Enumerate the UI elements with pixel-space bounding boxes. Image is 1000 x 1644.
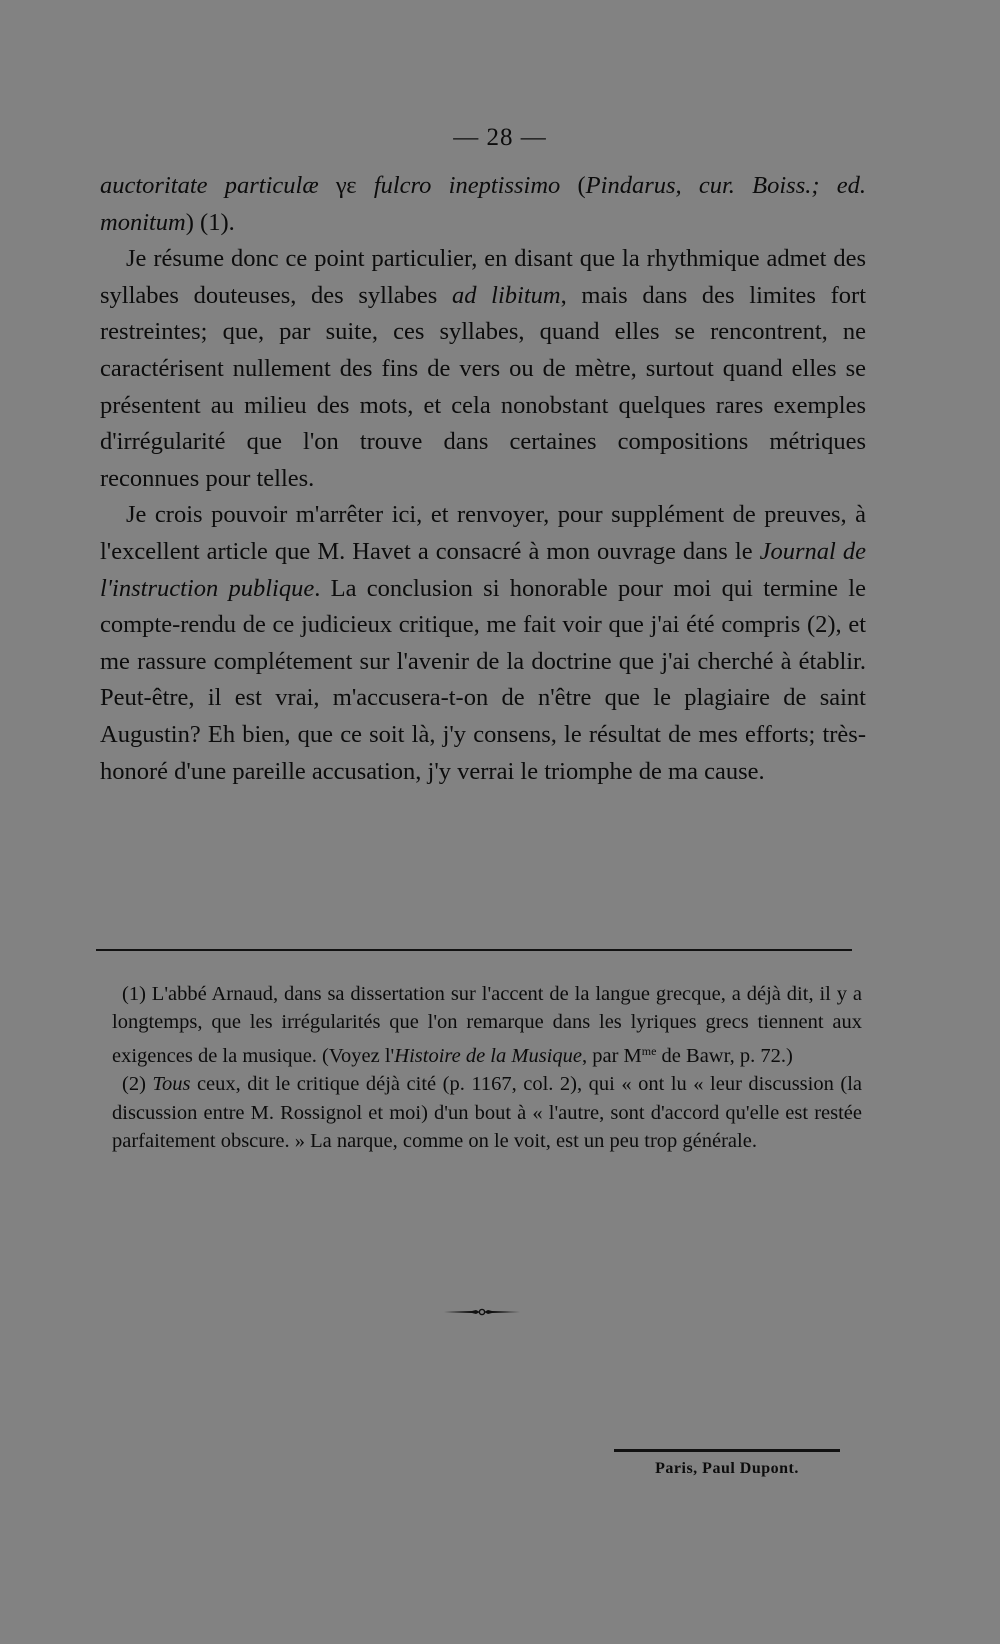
greek-particle: γε (335, 172, 357, 199)
paragraph-1 (100, 168, 866, 241)
paren-open: ( (560, 172, 586, 199)
footnotes (112, 980, 862, 1155)
footnote-divider (96, 949, 852, 951)
latin-phrase-cont: fulcro ineptissimo (356, 172, 561, 199)
italic-ad-libitum: ad libitum (451, 281, 561, 309)
citation: Pindarus, cur. Boiss.; ed. monitum (100, 172, 866, 236)
italic-journal-title: Journal de l'instruction publique (100, 537, 866, 602)
paragraph-2 (100, 241, 866, 497)
footnote-2-text: ceux, dit le critique déjà cité (p. 1167, col. 2), qui « ont lu « leur discussion (la discussion entre M. Rossignol et moi) d'un bout à « l'autre, sont d'accord qu'elle est restée parfaitement obscure. » La narque, comme on le voit, est un peu trop générale. (112, 1073, 862, 1153)
italic-tous: Tous (152, 1073, 191, 1096)
paragraph-3-text-cont: . La conclusion si honorable pour moi qui termine le compte-rendu de ce judicieux critique, me fait voir que j'ai été compris (2), et me rassure complétement sur l'avenir de la doctrine que j'ai cherché à établir. Peut-être, il est vrai, m'accusera-t-on de n'être que le plagiaire de saint Augustin? Eh bien, que ce soit là, j'y consens, le résultat de mes efforts; très-honoré d'une pareille accusation, j'y verrai le triomphe de ma cause. (100, 574, 866, 785)
footnote-1-text: (1) L'abbé Arnaud, dans sa dissertation sur l'accent de la langue grecque, a déjà dit, il y a longtemps, que les irrégularités que l'on remarque dans les lyriques grecs tiennent aux exigences de la musique. (Voyez l' (112, 983, 862, 1067)
footnote-1-text-end: de Bawr, p. 72.) (656, 1044, 793, 1067)
footnote-2 (112, 1070, 862, 1155)
latin-phrase: auctoritate particulæ (100, 172, 336, 199)
paragraph-2-text: Je résume donc ce point particulier, en disant que la rhythmique admet des syllabes douteuses, des syllabes (100, 245, 866, 309)
footnote-2-number: (2) (122, 1073, 153, 1096)
footnote-1-text-cont: , par M (581, 1044, 642, 1067)
page-number: — 28 — (453, 124, 547, 151)
footnote-1 (112, 980, 862, 1070)
italic-histoire: Histoire de la Musique (394, 1044, 582, 1067)
superscript-me: me (641, 1043, 657, 1058)
paragraph-2-text-cont: , mais dans des limites fort restreintes; que, par suite, ces syllabes, quand elles se rencontrent, ne caractérisent nullement des fins de vers ou de mètre, surtout quand elles se présentent au milieu des mots, et cela nonobstant quelques rares exemples d'irrégularité que l'on trouve dans certaines compositions métriques reconnues pour telles. (100, 281, 867, 492)
footnote-ref-1: ) (1). (185, 208, 235, 236)
paragraph-3-text: Je crois pouvoir m'arrêter ici, et renvoyer, pour supplément de preuves, à l'excellent article que M. Havet a consacré à mon ouvrage dans le (100, 501, 866, 565)
printer-imprint: Paris, Paul Dupont. (655, 1460, 799, 1477)
main-text (100, 168, 866, 790)
imprint-divider (614, 1449, 840, 1452)
end-ornament-icon (442, 1307, 522, 1317)
paragraph-3 (100, 497, 866, 790)
